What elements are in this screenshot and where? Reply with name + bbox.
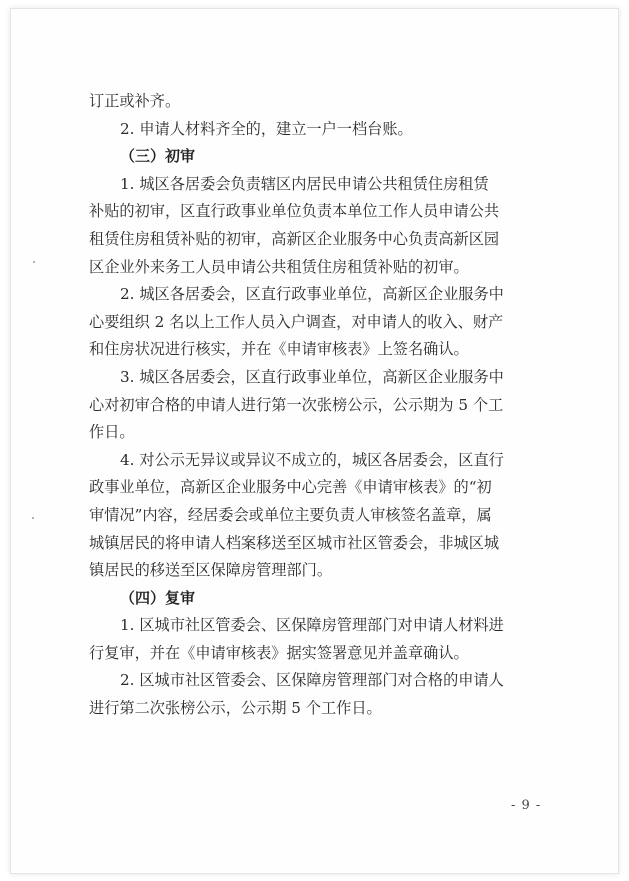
text-line: 订正或补齐。 <box>89 92 181 110</box>
text-line: 审情况”内容，经居委会或单位主要负责人审核签名盖章，属 <box>89 505 492 524</box>
text-line: 2. 城区各居委会，区直行政事业单位，高新区企业服务中 <box>120 285 504 304</box>
text-line: 4. 对公示无异议或异议不成立的，城区各居委会，区直行 <box>120 450 504 469</box>
document-page <box>10 8 619 874</box>
text-line: 和住房状况进行核实，并在《申请审核表》上签名确认。 <box>89 340 469 359</box>
text-line: 1. 城区各居委会负责辖区内居民申请公共租赁住房租赁 <box>120 174 489 193</box>
text-line: 1. 区城市社区管委会、区保障房管理部门对申请人材料进 <box>120 616 504 635</box>
text-line: 2. 区城市社区管委会、区保障房管理部门对合格的申请人 <box>120 671 504 690</box>
text-line: 城镇居民的将申请人档案移送至区城市社区管委会，非城区城 <box>89 533 500 552</box>
text-line: 心对初审合格的申请人进行第一次张榜公示，公示期为 5 个工 <box>89 395 504 414</box>
text-line: 补贴的初审，区直行政事业单位负责本单位工作人员申请公共 <box>89 202 500 221</box>
section-heading: （三）初审 <box>120 147 196 166</box>
document-body <box>89 88 559 723</box>
text-line: 进行第二次张榜公示，公示期 5 个工作日。 <box>89 699 382 718</box>
scan-speck <box>32 517 34 519</box>
text-line: 行复审，并在《申请审核表》据实签署意见并盖章确认。 <box>89 643 469 662</box>
section-heading: （四）复审 <box>120 588 196 607</box>
page-number: - 9 - <box>511 798 542 813</box>
text-line: 政事业单位，高新区企业服务中心完善《申请审核表》的“初 <box>89 478 492 497</box>
text-line: 心要组织 2 名以上工作人员入户调查，对申请人的收入、财产 <box>89 312 504 331</box>
text-line: 租赁住房租赁补贴的初审，高新区企业服务中心负责高新区园 <box>89 229 500 248</box>
text-line: 作日。 <box>89 423 135 442</box>
text-line: 3. 城区各居委会，区直行政事业单位，高新区企业服务中 <box>120 367 504 386</box>
scan-speck <box>33 261 35 263</box>
text-line: 2. 申请人材料齐全的，建立一户一档台账。 <box>120 119 413 138</box>
text-line: 区企业外来务工人员申请公共租赁住房租赁补贴的初审。 <box>89 257 469 276</box>
text-line: 镇居民的移送至区保障房管理部门。 <box>89 561 332 580</box>
